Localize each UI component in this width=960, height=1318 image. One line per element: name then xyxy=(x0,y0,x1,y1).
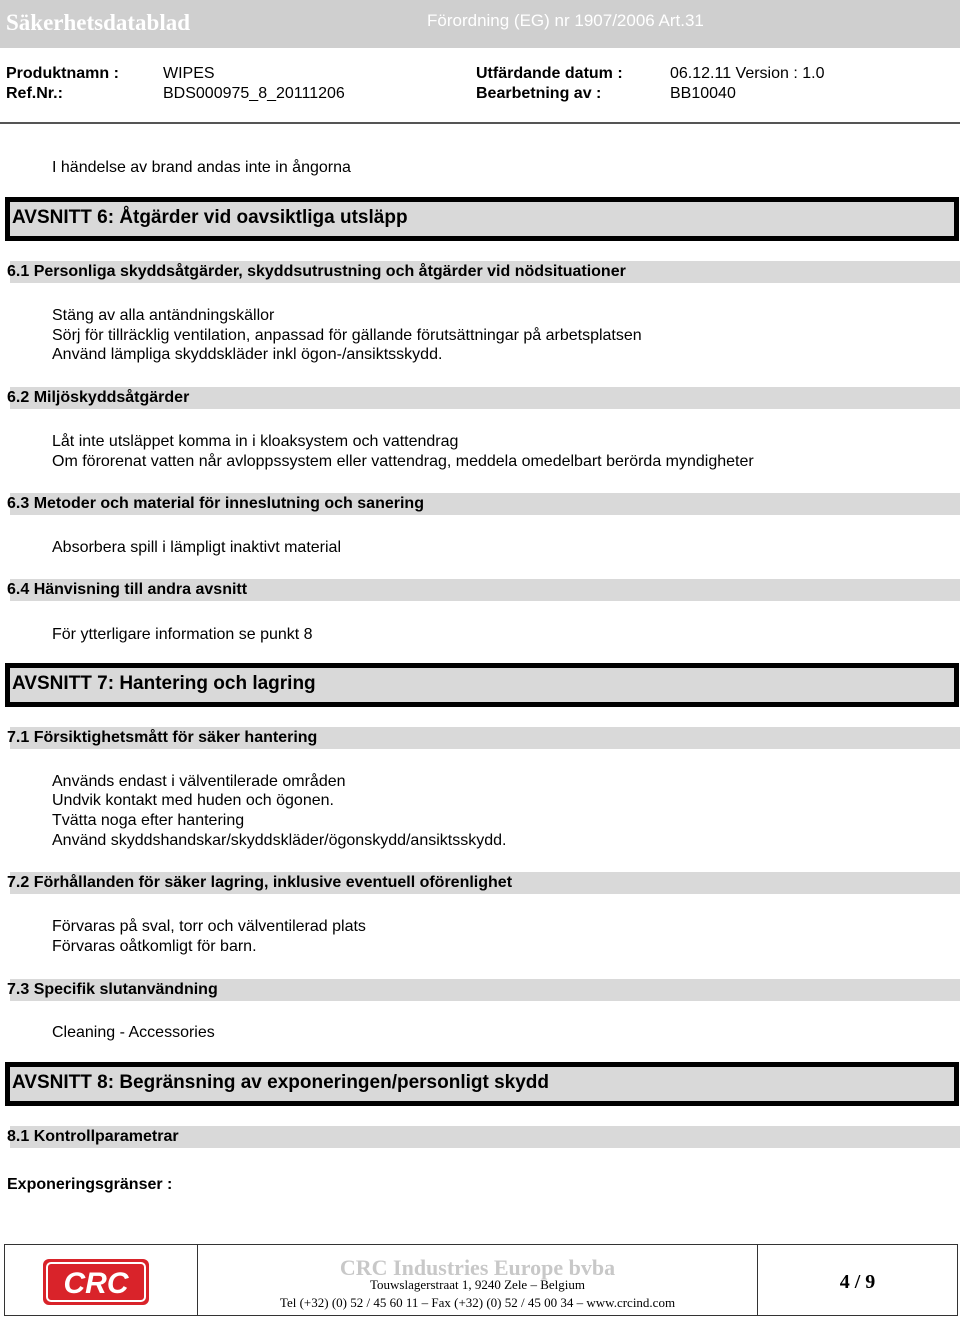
subsection-8-1-title: 8.1 Kontrollparametrar xyxy=(7,1128,179,1145)
subsection-6-3-heading xyxy=(0,493,960,515)
ref-number-value: BDS000975_8_20111206 xyxy=(163,85,345,102)
text-line: Stäng av alla antändningskällor xyxy=(52,307,275,324)
page-footer xyxy=(4,1244,958,1316)
exposure-limits-label: Exponeringsgränser : xyxy=(7,1176,173,1193)
subsection-7-3-title: 7.3 Specifik slutanvändning xyxy=(7,981,218,998)
product-name-value: WIPES xyxy=(163,65,215,82)
text-line: Använd lämpliga skyddskläder inkl ögon-/ansiktsskydd. xyxy=(52,346,443,363)
footer-address: Touwslagerstraat 1, 9240 Zele – Belgium xyxy=(370,1277,585,1292)
section-6-heading xyxy=(5,197,959,241)
text-line: För ytterligare information se punkt 8 xyxy=(52,626,313,643)
svg-text:CRC: CRC xyxy=(63,1267,129,1300)
footer-page-block xyxy=(758,1245,957,1315)
section-8-title: AVSNITT 8: Begränsning av exponeringen/personligt skydd xyxy=(12,1072,550,1093)
subsection-6-4-title: 6.4 Hänvisning till andra avsnitt xyxy=(7,581,248,598)
subsection-6-4-heading xyxy=(0,579,960,601)
text-line: Förvaras på sval, torr och välventilerad plats xyxy=(52,918,366,935)
issue-date-value: 06.12.11 Version : 1.0 xyxy=(670,65,825,82)
subsection-6-2-title: 6.2 Miljöskyddsåtgärder xyxy=(7,389,190,406)
edited-by-value: BB10040 xyxy=(670,85,736,102)
document-title: Säkerhetsdatablad xyxy=(6,10,191,35)
section-6-title: AVSNITT 6: Åtgärder vid oavsiktliga utsläpp xyxy=(12,207,408,228)
subsection-7-2-title: 7.2 Förhållanden för säker lagring, inklusive eventuell oförenlighet xyxy=(7,874,513,891)
section-7-heading xyxy=(5,663,959,707)
subsection-8-1-heading xyxy=(0,1126,960,1148)
text-line: Sörj för tillräcklig ventilation, anpassad för gällande förutsättningar på arbetsplatsen xyxy=(52,327,642,344)
text-line: Används endast i välventilerade områden xyxy=(52,773,346,790)
text-line: Undvik kontakt med huden och ögonen. xyxy=(52,792,334,809)
text-line: Cleaning - Accessories xyxy=(52,1024,215,1041)
subsection-6-2-heading xyxy=(0,387,960,409)
subsection-7-1-heading xyxy=(0,727,960,749)
subsection-6-3-title: 6.3 Metoder och material för inneslutning och sanering xyxy=(7,495,424,512)
subsection-7-2-heading xyxy=(0,872,960,894)
text-line: Använd skyddshandskar/skyddskläder/ögonskydd/ansiktsskydd. xyxy=(52,832,507,849)
subsection-6-1-heading xyxy=(0,261,960,283)
text-line: Om förorenat vatten når avloppssystem eller vattendrag, meddela omedelbart berörda myndigheter xyxy=(52,453,754,470)
issue-date-label: Utfärdande datum : xyxy=(476,65,623,82)
subsection-7-1-title: 7.1 Försiktighetsmått för säker hantering xyxy=(7,729,318,746)
footer-company-block xyxy=(198,1245,758,1315)
edited-by-label: Bearbetning av : xyxy=(476,85,602,102)
text-line: Absorbera spill i lämpligt inaktivt material xyxy=(52,539,341,556)
product-name-label: Produktnamn : xyxy=(6,65,119,82)
footer-company-name: CRC Industries Europe bvba xyxy=(339,1255,616,1280)
section-7-title: AVSNITT 7: Hantering och lagring xyxy=(12,673,316,694)
crc-logo xyxy=(5,1245,198,1315)
text-line: Tvätta noga efter hantering xyxy=(52,812,245,829)
regulation-text: Förordning (EG) nr 1907/2006 Art.31 xyxy=(427,11,704,30)
text-line: Låt inte utsläppet komma in i kloaksystem och vattendrag xyxy=(52,433,459,450)
text-line: Förvaras oåtkomligt för barn. xyxy=(52,938,257,955)
header-divider xyxy=(0,122,960,124)
footer-contact: Tel (+32) (0) 52 / 45 60 11 – Fax (+32) (0) 52 / 45 00 34 – www.crcind.com xyxy=(279,1295,676,1310)
page-number: 4 / 9 xyxy=(839,1271,876,1293)
crc-logo-graphic xyxy=(5,1245,198,1315)
subsection-7-3-heading xyxy=(0,979,960,1001)
fire-note: I händelse av brand andas inte in ångorna xyxy=(52,159,351,176)
subsection-6-1-title: 6.1 Personliga skyddsåtgärder, skyddsutrustning och åtgärder vid nödsituationer xyxy=(7,263,626,280)
section-8-heading xyxy=(5,1062,959,1106)
ref-number-label: Ref.Nr.: xyxy=(6,85,63,102)
